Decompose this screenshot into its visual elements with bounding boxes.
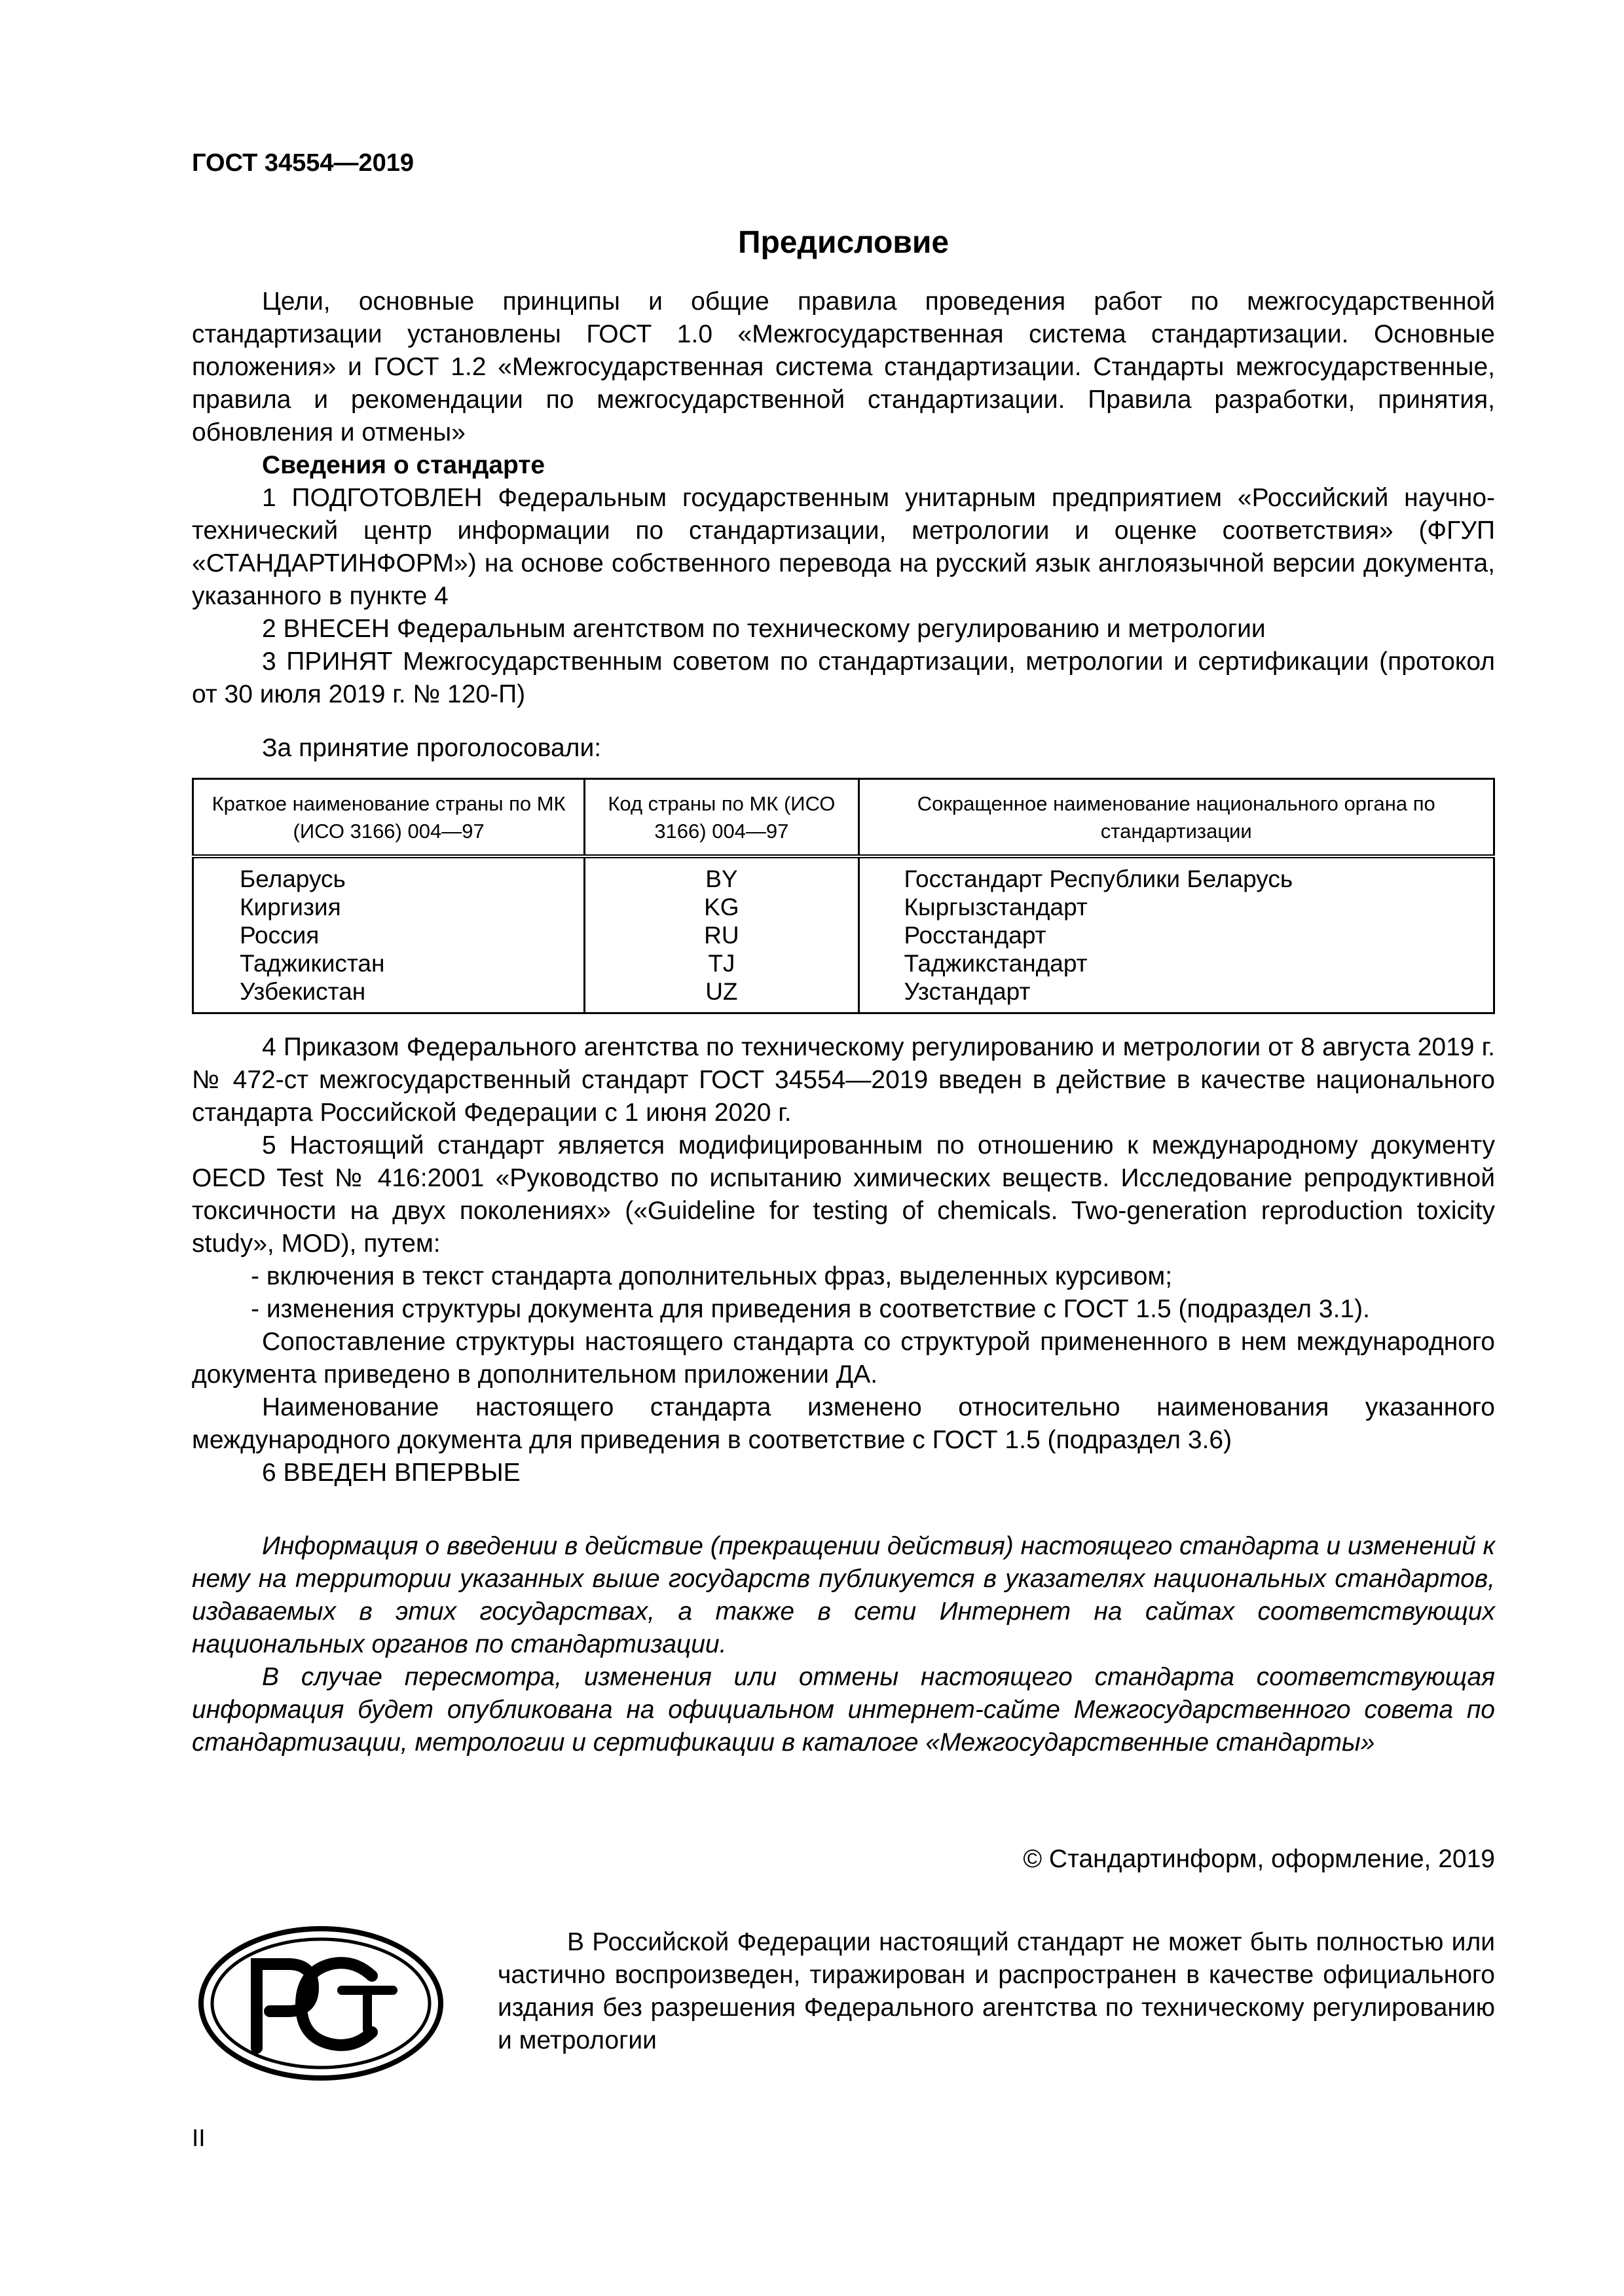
rename-paragraph: Наименование настоящего стандарта изменено относительно наименования указанного международного документа для приведения в соответствие с ГОСТ 1.5 (подраздел 3.6) <box>192 1393 1495 1454</box>
code-cell: RU <box>585 921 858 949</box>
organization-cell: Госстандарт Республики Беларусь <box>858 856 1494 893</box>
modification-2: - изменения структуры документа для приведения в соответствие с ГОСТ 1.5 (подраздел 3.1). <box>251 1295 1370 1323</box>
table-row <box>193 921 1494 949</box>
organization-cell: Росстандарт <box>858 921 1494 949</box>
table-row <box>193 856 1494 893</box>
country-cell: Киргизия <box>193 893 585 921</box>
copyright-notice: В Российской Федерации настоящий стандарт не может быть полностью или частично воспроизведен, тиражирован и распространен в качестве официального издания без разрешения Федерального агентства по техническому регулированию и метрологии <box>498 1928 1495 2054</box>
standard-code: ГОСТ 34554—2019 <box>192 149 415 177</box>
copyright-line: © Стандартинформ, оформление, 2019 <box>1023 1845 1495 1873</box>
item-4: 4 Приказом Федерального агентства по техническому регулированию и метрологии от 8 августа 2019 г. № 472-ст межгосударственный стандарт ГОСТ 34554—2019 введен в действие в качестве национального стандарта Российской Федерации с 1 июня 2020 г. <box>192 1033 1495 1127</box>
table-header-country: Краткое наименование страны по МК (ИСО 3166) 004—97 <box>193 779 585 857</box>
modification-1: - включения в текст стандарта дополнительных фраз, выделенных курсивом; <box>251 1262 1173 1290</box>
table-header-organization: Сокращенное наименование национального органа по стандартизации <box>858 779 1494 857</box>
country-cell: Россия <box>193 921 585 949</box>
country-cell: Таджикистан <box>193 949 585 977</box>
item-2: 2 ВНЕСЕН Федеральным агентством по техническому регулированию и метрологии <box>262 615 1266 643</box>
page-number: II <box>192 2124 206 2151</box>
comparison-paragraph: Сопоставление структуры настоящего стандарта со структурой примененного в нем международного документа приведено в дополнительном приложении ДА. <box>192 1328 1495 1389</box>
info-heading: Сведения о стандарте <box>262 451 545 479</box>
code-cell: TJ <box>585 949 858 977</box>
page-title: Предисловие <box>737 225 950 260</box>
rst-certification-logo-icon <box>196 1925 445 2082</box>
code-cell: KG <box>585 893 858 921</box>
standard-details-block <box>192 1031 1495 1489</box>
code-cell: BY <box>585 856 858 893</box>
table-row <box>193 949 1494 977</box>
country-cell: Беларусь <box>193 856 585 893</box>
member-states-table <box>192 778 1495 1014</box>
item-5: 5 Настоящий стандарт является модифицированным по отношению к международному документу OECD Test № 416:2001 «Руководство по испытанию химических веществ. Исследование репродуктивной токсичности на двух поколениях» («Guideline for testing of chemicals. Two-generation reproduction toxicity study», MOD), путем: <box>192 1131 1495 1258</box>
organization-cell: Узстандарт <box>858 977 1494 1013</box>
item-1: 1 ПОДГОТОВЛЕН Федеральным государственным унитарным предприятием «Российский научно-технический центр информации по стандартизации, метрологии и оценке соответствия» (ФГУП «СТАНДАРТИНФОРМ») на основе собственного перевода на русский язык англоязычной версии документа, указанного в пункте 4 <box>192 484 1495 610</box>
information-block <box>192 1530 1495 1759</box>
table-header-code: Код страны по МК (ИСО 3166) 004—97 <box>585 779 858 857</box>
table-header-row <box>193 779 1494 857</box>
table-row <box>193 977 1494 1013</box>
info-paragraph-2: В случае пересмотра, изменения или отмены настоящего стандарта соответствующая информация будет опубликована на официальном интернет-сайте Межгосударственного совета по стандартизации, метрологии и сертификации в каталоге «Межгосударственные стандарты» <box>192 1663 1495 1757</box>
country-cell: Узбекистан <box>193 977 585 1013</box>
item-3: 3 ПРИНЯТ Межгосударственным советом по стандартизации, метрологии и сертификации (протокол от 30 июля 2019 г. № 120-П) <box>192 647 1495 708</box>
item-6: 6 ВВЕДЕН ВПЕРВЫЕ <box>262 1459 521 1487</box>
info-paragraph-1: Информация о введении в действие (прекращении действия) настоящего стандарта и изменений к нему на территории указанных выше государств публикуется в указателях национальных стандартов, издаваемых в этих государствах, а также в сети Интернет на сайтах соответствующих национальных органов по стандартизации. <box>192 1532 1495 1658</box>
organization-cell: Таджикстандарт <box>858 949 1494 977</box>
table-row <box>193 893 1494 921</box>
intro-paragraph: Цели, основные принципы и общие правила проведения работ по межгосударственной стандартизации установлены ГОСТ 1.0 «Межгосударственная система стандартизации. Основные положения» и ГОСТ 1.2 «Межгосударственная система стандартизации. Стандарты межгосударственные, правила и рекомендации по межгосударственной стандартизации. Правила разработки, принятия, обновления и отмены» <box>192 287 1495 446</box>
code-cell: UZ <box>585 977 858 1013</box>
organization-cell: Кыргызстандарт <box>858 893 1494 921</box>
voted-label: За принятие проголосовали: <box>262 734 602 762</box>
preface-block <box>192 285 1495 765</box>
